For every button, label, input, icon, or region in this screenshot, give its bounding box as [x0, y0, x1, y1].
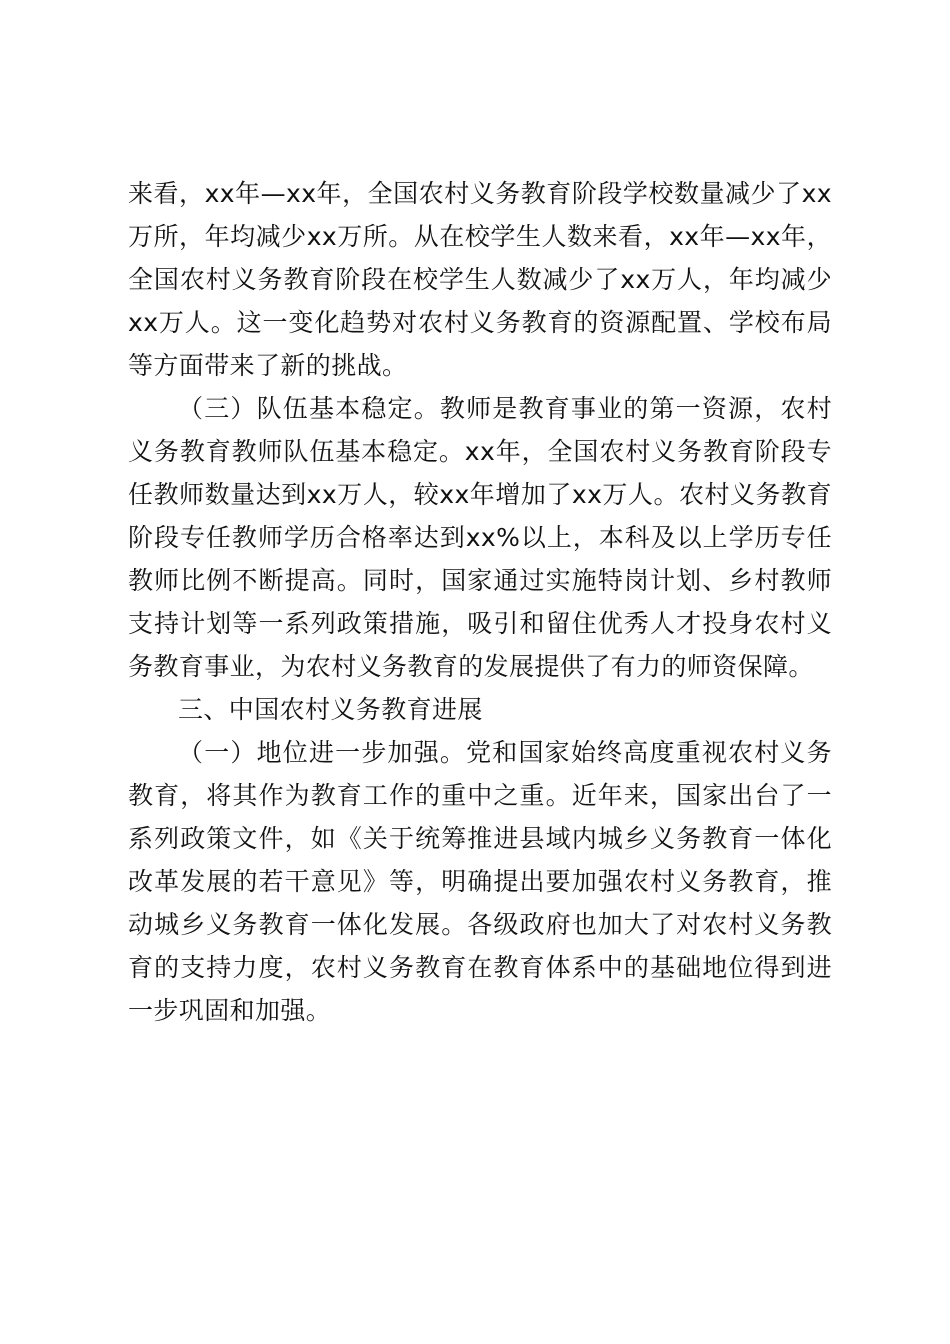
paragraph-status-strengthened: （一）地位进一步加强。党和国家始终高度重视农村义务教育，将其作为教育工作的重中之重。近年来，国家出台了一系列政策文件，如《关于统筹推进县域内城乡义务教育一体化改革发展的若干意见》等，明确提出要加强农村义务教育，推动城乡义务教育一体化发展。各级政府也加大了对农村义务教育的支持力度，农村义务教育在教育体系中的基础地位得到进一步巩固和加强。 — [128, 738, 832, 1025]
paragraph-team-stability: （三）队伍基本稳定。教师是教育事业的第一资源，农村义务教育教师队伍基本稳定。xx年，全国农村义务教育阶段专任教师数量达到xx万人，较xx年增加了xx万人。农村义务教育阶段专任教师学历合格率达到xx%以上，本科及以上学历专任教师比例不断提高。同时，国家通过实施特岗计划、乡村教师支持计划等一系列政策措施，吸引和留住优秀人才投身农村义务教育事业，为农村义务教育的发展提供了有力的师资保障。 — [128, 394, 832, 681]
document-body — [128, 172, 832, 1032]
paragraph-continuation: 来看，xx年—xx年，全国农村义务教育阶段学校数量减少了xx万所，年均减少xx万所。从在校学生人数来看，xx年—xx年，全国农村义务教育阶段在校学生人数减少了xx万人，年均减少xx万人。这一变化趋势对农村义务教育的资源配置、学校布局等方面带来了新的挑战。 — [128, 179, 832, 380]
section-heading-progress: 三、中国农村义务教育进展 — [178, 695, 483, 724]
